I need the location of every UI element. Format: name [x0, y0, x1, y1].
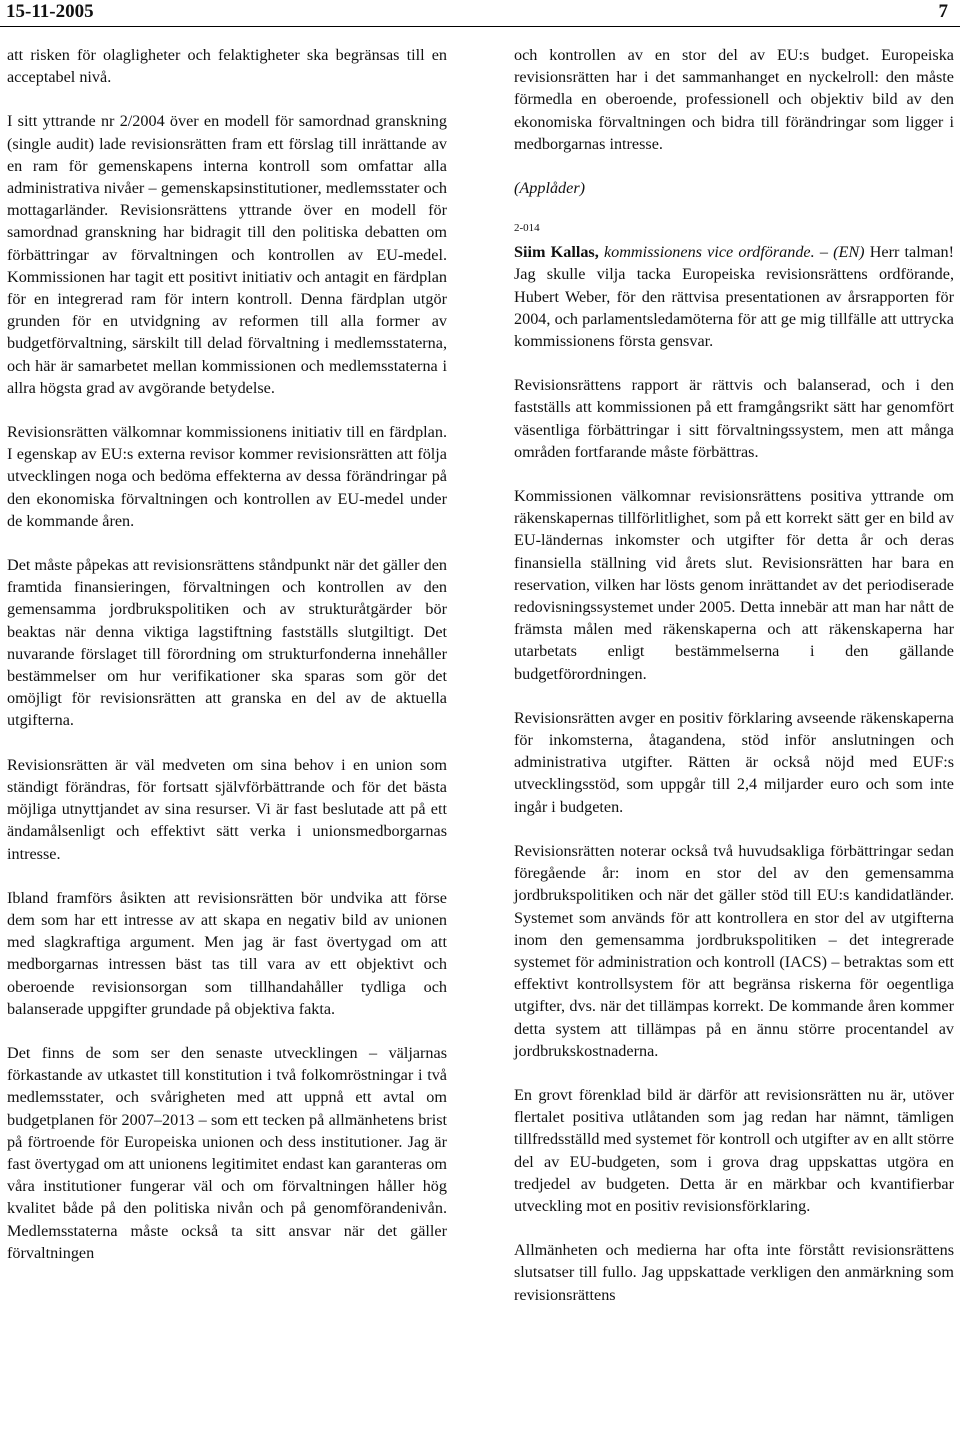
paragraph: och kontrollen av en stor del av EU:s budget. Europeiska revisionsrätten har i det sammanhanget en nyckelroll: den måste förmedla en oberoende, professionell och objektiv bild av den ekonomiska förvaltningen och bidra till förändringar som ligger i medborgarnas intresse.	[514, 46, 954, 153]
paragraph: Revisionsrätten noterar också två huvudsakliga förbättringar sedan föregående år: inom en stor del av den gemensamma jordbrukspolitiken och när det gäller stöd till EU:s kandidatländer. Systemet som används för att kontrollera en stor del av utgifterna inom den gemensamma jordbrukspolitiken – det integrerade systemet för administration och kontroll (IACS) – betraktas som ett effektivt kontrollsystem för att begränsa riskerna för oegentliga utgifter, dvs. när det tillämpas korrekt. De kommande åren kommer detta system att tillämpas på en ännu större procentandel av jordbrukskostnaderna.	[514, 841, 954, 1060]
paragraph: att risken för olagligheter och felaktigheter ska begränsas till en acceptabel nivå.	[7, 46, 447, 87]
paragraph: Allmänheten och medierna har ofta inte förstått revisionsrättens slutsatser till fullo. Jag uppskattade verkligen den anmärkning som revisionsrättens	[514, 1241, 954, 1304]
paragraph: Revisionsrättens rapport är rättvis och balanserad, och i den fastställs att kommissionen på ett framgångsrikt sätt har genomfört väsentliga förbättringar i sitt förvaltningssystem, men att många områden fortfarande måste förbättras.	[514, 376, 954, 461]
paragraph: Revisionsrätten är väl medveten om sina behov i en union som ständigt förändras, för fortsatt självförbättrande och för det bästa möjliga utnyttjandet av sina resurser. Vi är fast beslutade att på ett ändamålsenligt och effektivt sätt verka i unionsmedborgarnas intresse.	[7, 755, 447, 863]
header-page-number: 7	[938, 1, 948, 22]
paragraph: Revisionsrätten avger en positiv förklaring avseende räkenskaperna för inkomsterna, åtagandena, stöd inför anslutningen och administrativa utgifter. Rätten är också nöjd med EUF:s utvecklingsstöd, som uppgår till 2,4 miljarder euro och som inte ingår i budgeten.	[514, 708, 954, 816]
left-column	[7, 44, 447, 1286]
paragraph: Revisionsrätten välkomnar kommissionens initiativ till en färdplan. I egenskap av EU:s externa revisor kommer revisionsrätten att följa utvecklingen noga och bedöma effekterna av dessa förändringar på den ekonomiska förvaltningen och kontrollen av EU-medel under de kommande åren.	[7, 423, 447, 530]
speaker-role: kommissionens vice ordförande.	[598, 243, 815, 262]
speech-text: Herr talman! Jag skulle vilja tacka Europeiska revisionsrättens ordförande, Hubert Weber, för den rättvisa presentationen av årsrapporten för 2004, och parlamentsledamöterna för att ge mig tillfälle att uttrycka kommissionens första gensvar.	[514, 243, 954, 351]
paragraph: Kommissionen välkomnar revisionsrättens positiva yttrande om räkenskapernas tillförlitlighet, som på ett korrekt sätt ger en bild av EU-ländernas inkomster och utgifter för detta år och deras finansiella ställning vid årets slut. Revisionsrätten har bara en reservation, vilken har lösts genom inrättandet av det periodiserade redovisningssystemet under 2005. Detta innebär att man har nått de främsta målen med räkenskaperna och att räkenskaperna har utarbetats enligt bestämmelserna i den gällande budgetförordningen.	[514, 487, 954, 683]
paragraph: En grovt förenklad bild är därför att revisionsrätten nu är, utöver flertalet positiva utlåtanden som jag redan har nämnt, tämligen tillfredsställd med systemet för kontroll och utgifter av en allt större del av EU-budgeten, som i grova drag uppskattas utgöra en tredjedel av budgeten. Detta är en märkbar och kvantifierbar utveckling mot en positiv revisionsförklaring.	[514, 1085, 954, 1215]
paragraph: I sitt yttrande nr 2/2004 över en modell för samordnad granskning (single audit) lade revisionsrätten fram ett förslag till inrättande av en ram för gemenskapens interna kontroll som omfattar alla administrativa nivåer – gemenskapsinstitutioner, medlemsstater och mottagarländer. Revisionsrättens yttrande över en modell för samordnad granskning har bidragit till den politiska debatten om förbättringar av förvaltningen och kontrollen av EU-medel. Kommissionen har tagit ett positivt initiativ och antagit en färdplan för en integrerad ram för intern kontroll. Denna färdplan utgör grunden för en utvidgning av reformen till alla former av budgetförvaltning, särskilt till delad förvaltning i medlemsstaterna, och här är samarbetet mellan kommissionen och medlemsstaterna i allra högsta grad av avgörande betydelse.	[7, 112, 447, 397]
speaker-name: Siim Kallas,	[514, 243, 599, 262]
page-header	[0, 0, 960, 27]
speaker-paragraph	[514, 241, 954, 352]
paragraph: Det måste påpekas att revisionsrättens ståndpunkt när det gäller den framtida finansieringen, förvaltningen och kontrollen av den gemensamma jordbrukspolitiken och av strukturåtgärder bör beaktas när denna viktiga lagstiftning fastställs slutgiltigt. Det nuvarande förslaget till förordning om strukturfonderna innehåller bestämmelser om hur verifikationer ska sparas som gör det omöjligt för revisionsrätten att granska en del av de aktuella utgifterna.	[7, 556, 447, 730]
right-column	[514, 44, 954, 1328]
item-code: 2-014	[514, 222, 540, 235]
paragraph: Ibland framförs åsikten att revisionsrätten bör undvika att förse dem som har ett intresse av att skapa en negativ bild av unionen med slagkraftiga argument. Men jag är fast övertygad om att medborgarnas intressen bäst tas till vara av ett objektivt och oberoende revisionsorgan som tillhandahåller tydliga och balanserade uppgifter grundade på objektiva fakta.	[7, 888, 447, 1018]
speaker-language: – (EN)	[814, 243, 865, 262]
paragraph: Det finns de som ser den senaste utvecklingen – väljarnas förkastande av utkastet till konstitution i två folkomröstningar i två medlemsstater, och svårigheten med att uppnå ett avtal om budgetplanen för 2007–2013 – som ett tecken på allmänhetens brist på förtroende för Europeiska unionen och dess institutioner. Jag är fast övertygad om att unionens legitimitet endast kan garanteras om våra institutioner fungerar väl och om förvaltningen håller hög kvalitet både på den politiska nivån och på genomförandenivån. Medlemsstaterna måste också ta sitt ansvar när det gäller förvaltningen	[7, 1043, 447, 1262]
applause-note: (Applåder)	[514, 179, 586, 198]
header-date: 15-11-2005	[6, 1, 94, 22]
